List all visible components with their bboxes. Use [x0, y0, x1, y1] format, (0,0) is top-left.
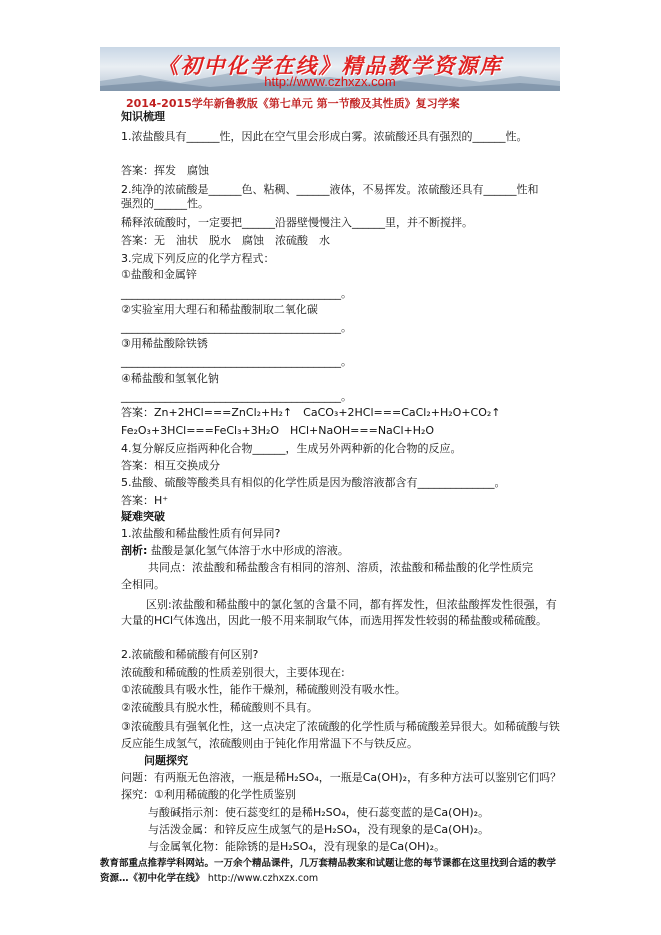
question-3-item-2: ②实验室用大理石和稀盐酸制取二氧化碳: [121, 303, 318, 316]
header-banner: [100, 47, 560, 91]
answer-blank-2: ________________________________________。: [121, 321, 352, 334]
section-heading-difficulty: 疑难突破: [121, 510, 165, 523]
question-2-line3: 稀释浓硫酸时，一定要把______沿器壁慢慢注入______里，并不断搅拌。: [121, 216, 473, 229]
question-3: 3.完成下列反应的化学方程式：: [121, 252, 275, 265]
question-1: 1.浓盐酸具有______性，因此在空气里会形成白雾。浓硫酸还具有强烈的______性。: [121, 130, 528, 143]
banner-brand: 《初中化学在线》精品教学资源库: [157, 53, 503, 78]
footer: [100, 856, 561, 886]
answer-blank-3: ________________________________________。: [121, 355, 352, 368]
answer-blank-1: ________________________________________。: [121, 287, 352, 300]
section-heading-inquiry: 问题探究: [144, 754, 188, 767]
inquiry-oxide: 与金属氧化物：能除锈的是H₂SO₄，没有现象的是Ca(OH)₂。: [148, 840, 446, 853]
inquiry-indicator: 与酸碱指示剂：使石蕊变红的是稀H₂SO₄，使石蕊变蓝的是Ca(OH)₂。: [148, 806, 490, 819]
question-2-line2: 强烈的______性。: [121, 197, 209, 210]
question-3-item-3: ③用稀盐酸除铁锈: [121, 337, 208, 350]
common-points: 共同点：浓盐酸和稀盐酸含有相同的溶剂、溶质，浓盐酸和稀盐酸的化学性质完: [148, 561, 533, 574]
answer-3-line2: Fe₂O₃+3HCl===FeCl₃+3H₂O HCl+NaOH===NaCl+H₂O: [121, 424, 435, 437]
inquiry-question: 问题：有两瓶无色溶液，一瓶是稀H₂SO₄，一瓶是Ca(OH)₂，有多种方法可以鉴别它们吗？: [121, 771, 562, 784]
answer-3-line1: 答案：Zn+2HCl===ZnCl₂+H₂↑ CaCO₃+2HCl===CaCl₂+H₂O+CO₂↑: [121, 406, 501, 419]
section-heading-knowledge: 知识梳理: [121, 110, 165, 123]
sulfuric-intro: 浓硫酸和稀硫酸的性质差别很大，主要体现在:: [121, 666, 345, 679]
difference: 区别:浓盐酸和稀盐酸中的氯化氢的含量不同，都有挥发性，但浓盐酸挥发性很强，有大量的HCl气体逸出，因此一般不用来制取气体，而选用挥发性较弱的稀盐酸或稀硫酸。: [121, 598, 557, 627]
sulfuric-point-1: ①浓硫酸具有吸水性，能作干燥剂，稀硫酸则没有吸水性。: [121, 683, 406, 696]
document-title: 2014-2015学年新鲁教版《第七单元 第一节酸及其性质》复习学案: [126, 97, 460, 110]
analysis: [121, 544, 561, 558]
answer-5: 答案：H⁺: [121, 494, 169, 507]
banner-url[interactable]: http://www.czhxzx.com: [264, 74, 396, 89]
inquiry-metal: 与活泼金属：和锌反应生成氢气的是H₂SO₄，没有现象的是Ca(OH)₂。: [148, 823, 490, 836]
question-2-line1: 2.纯净的浓硫酸是______色、粘稠、______液体，不易挥发。浓硫酸还具有______性和: [121, 183, 539, 196]
answer-4: 答案：相互交换成分: [121, 459, 220, 472]
question-3-item-1: ①盐酸和金属锌: [121, 268, 197, 281]
analysis-text: 盐酸是氯化氢气体溶于水中形成的溶液。: [150, 544, 349, 557]
analysis-label: 剖析:: [121, 544, 148, 557]
difficulty-question-1: 1.浓盐酸和稀盐酸性质有何异同?: [121, 527, 281, 540]
sulfuric-point-2: ②浓硫酸具有脱水性，稀硫酸则不具有。: [121, 701, 318, 714]
answer-2: 答案：无 油状 脱水 腐蚀 浓硫酸 水: [121, 234, 330, 247]
answer-1: 答案：挥发 腐蚀: [121, 164, 209, 177]
question-5: 5.盐酸、硫酸等酸类具有相似的化学性质是因为酸溶液都含有______________。: [121, 476, 506, 489]
footer-url[interactable]: http://www.czhxzx.com: [207, 873, 319, 884]
difficulty-question-2: 2.浓硫酸和稀硫酸有何区别?: [121, 648, 259, 661]
sulfuric-point-3: ③浓硫酸具有强氧化性，这一点决定了浓硫酸的化学性质与稀硫酸差异很大。如稀硫酸与铁反应能生成氢气，浓硫酸则由于钝化作用常温下不与铁反应。: [121, 720, 560, 750]
answer-blank-4: ________________________________________。: [121, 390, 352, 403]
common-points-cont: 全相同。: [121, 578, 165, 591]
inquiry-explore: 探究：①利用稀硫酸的化学性质鉴别: [121, 788, 296, 801]
question-3-item-4: ④稀盐酸和氢氧化钠: [121, 372, 219, 385]
question-4: 4.复分解反应指两种化合物______，生成另外两种新的化合物的反应。: [121, 442, 462, 455]
footer-text: 教育部重点推荐学科网站。一万余个精品课件，几万套精品教案和试题让您的每节课都在这里找到合适的教学资源…《初中化学在线》: [100, 858, 557, 884]
